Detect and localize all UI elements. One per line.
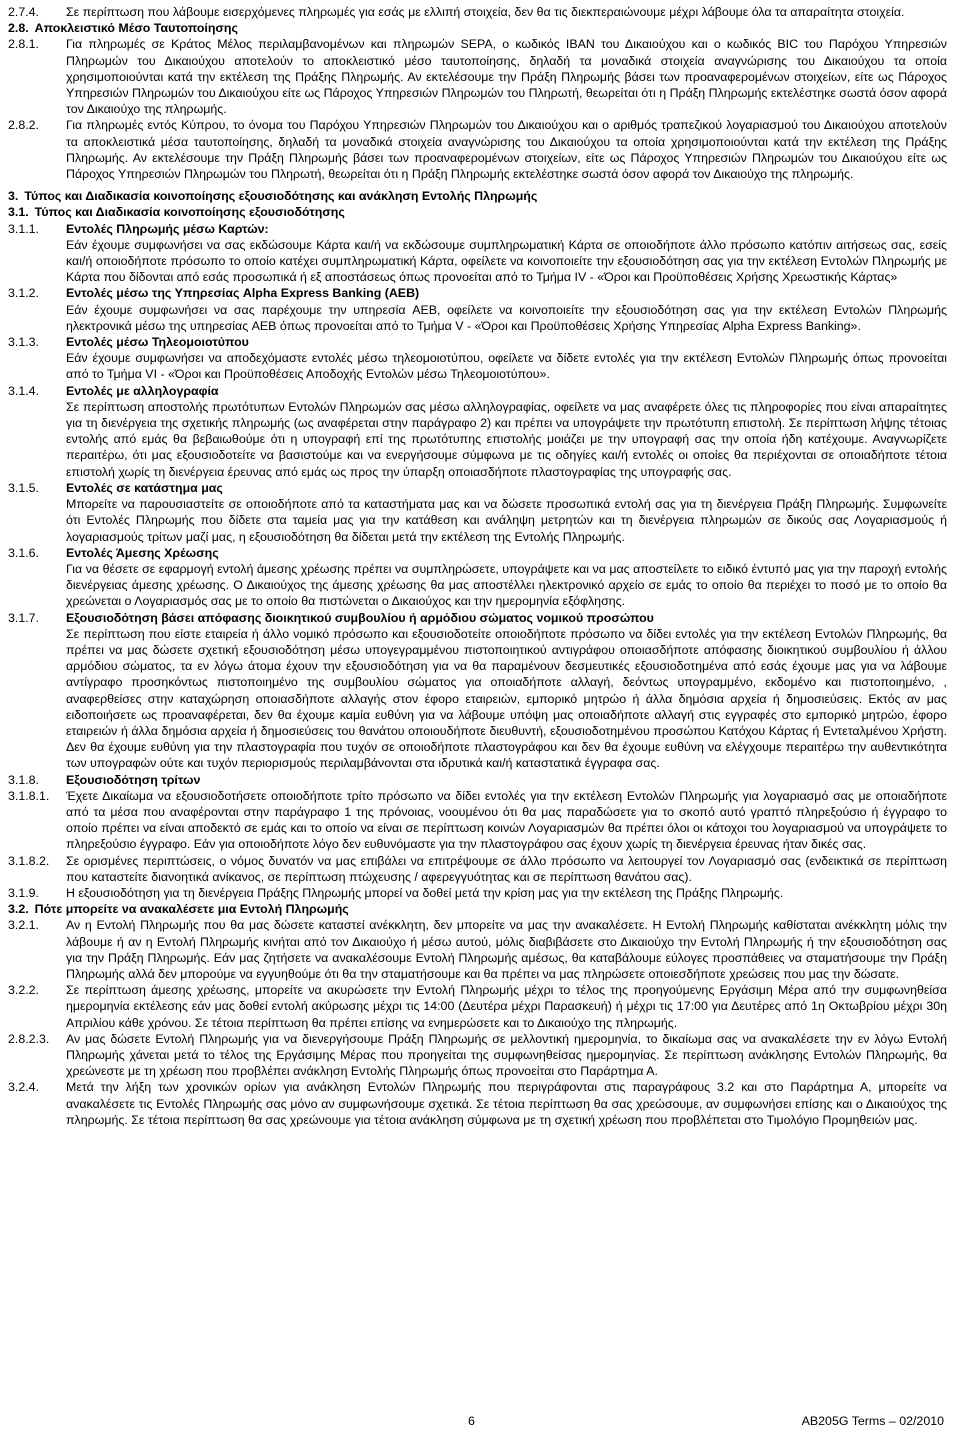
clause-body — [66, 480, 947, 545]
clause-number: 3. — [8, 189, 19, 204]
clause — [8, 383, 947, 480]
clause-body — [66, 117, 947, 182]
clause-title: Εξουσιοδότηση τρίτων — [66, 772, 201, 787]
clause-title: Εντολές σε κατάστημα μας — [66, 480, 223, 495]
clause-body — [66, 36, 947, 117]
clause-text: Για πληρωμές σε Κράτος Μέλος περιλαμβανομένων και πληρωμών SEPA, ο κωδικός IBAN του Δικαιούχου και ο κωδικός BIC του Παρόχου Υπηρεσιών Πληρωμών του Δικαιούχου αποτελούν το αποκλειστικό μέσο ταυτοποίησης, δηλαδή τα μοναδικά στοιχεία αναγνώρισης του Δικαιούχου τα οποία χρησιμοποιούνται κατά την εκτέλεση της Πράξης Πληρωμής. Αν εκτελέσουμε την Πράξη Πληρωμής βάσει των προαναφερομένων στοιχείων, είτε ως Πάροχος Υπηρεσιών Πληρωμών του Δικαιούχου είτε ως Πάροχος Υπηρεσιών Πληρωμών του Πληρωτή, θεωρείται ότι η Πράξη Πληρωμής εκτελέστηκε σωστά όσον αφορά τον Δικαιούχο της πληρωμής. — [66, 37, 947, 117]
clause-text: Έχετε Δικαίωμα να εξουσιοδοτήσετε οποιοδήποτε τρίτο πρόσωπο να δίδει εντολές για την εκτέλεση Εντολών Πληρωμής για λογαριασμό σας με οποιαδήποτε από τα μέσα που αναφέρονται στην παράγραφο 1 της πρόνοιας, νοουμένου ότι θα μας παραδώσετε για το σκοπό αυτό γραπτό πληρεξούσιο ή έγγραφο το οποίο πρέπει να είναι αποδεκτό σε εμάς και το οποίο να είναι σε περίπτωση κοινών Λογαριασμών θα πρέπει όλοι οι κάτοχοι του λογαριασμού να υπογράψετε το πληρεξούσιο έγγραφο. Εάν για οποιοδήποτε λόγο δεν ευθυνόμαστε για την πλαστογράφου σας έχουν χωρίς τη διενέργεια έρευνας ήταν δικές σας. — [66, 788, 947, 852]
clause-body — [66, 788, 947, 853]
clause-number: 3.2. — [8, 902, 29, 917]
clause — [8, 788, 947, 853]
clause-number: 3.1.9. — [8, 885, 40, 900]
page-number: 6 — [468, 1414, 475, 1428]
clause-number: 3.2.1. — [8, 918, 40, 933]
clause — [8, 285, 947, 334]
clause-number: 3.2.2. — [8, 983, 40, 998]
clause — [8, 885, 947, 901]
clause-text: Σε περίπτωση που είστε εταιρεία ή άλλο νομικό πρόσωπο και εξουσιοδοτείτε οποιοδήποτε πρόσωπο να δίδει εντολές για την εκτέλεση Εντολών Πληρωμής, θα πρέπει να μας δώσετε σχετική εξουσιοδότηση μέσω υπογεγραμμένου πιστοποιητικού αντιγράφου οποιασδήποτε απόφασης διοικητικού συμβουλίου ή άλλου αρμόδιου σώματος, τα εν λόγω άτομα έχουν την εξουσιοδότηση για να θα παραμένουν δεσμευτικές εξουσιοδοτημένα από εσάς έχουμε μας για να λάβουμε αντίγραφο προσηκόντως πιστοποιημένο της συμβουλίου σώματος για οποιαδήποτε αλλαγή, δεόντως υπογραμμένο, εκδομένο και πιστοποιημένο, , αναφερθείσες στην καταχώρηση οποιασδήποτε αλλαγής στον έφορο εταιρειών, εμπορικό μητρώο ή άλλα δημόσια αρχεία ή δημοσιεύσεις. Εκτός αν μας ειδοποιήσετε ως προαναφέρεται, δεν θα έχουμε καμία ευθύνη για να λάβουμε υπόψη μας οποιαδήποτε αλλαγή στις εγγραφές στο εμπορικό μητρώο, έφορο εταιρειών ή άλλα δημόσια αρχεία ή δημοσιεύσεις του θανάτου οποιουδήποτε διευθυντή, εξουσιοδοτημένου προσώπου Κατόχου Κάρτας ή Εντεταλμένου Χρήστη. Δεν θα έχουμε ευθύνη για την πλαστογραφία που τυχόν σε οποιοδήποτε πλαστογράφου και δεν θα έχουμε ευθύνη να ελέγχουμε περαιτέρω την αυθεντικότητα των υπογραφών ούτε και τυχόν περιορισμούς περιλαμβάνονται στα ιδρυτικά και/ή καταστατικά έγγραφα σας. — [66, 626, 947, 771]
clause — [8, 545, 947, 610]
clause-title: Εξουσιοδότηση βάσει απόφασης διοικητικού συμβουλίου ή αρμόδιου σώματος νομικού προσώπου — [66, 610, 654, 625]
clause — [8, 1079, 947, 1128]
clause-body — [66, 917, 947, 982]
clause — [8, 853, 947, 885]
clause-number: 3.1.6. — [8, 545, 40, 560]
clause — [8, 610, 947, 772]
section-heading — [8, 901, 947, 917]
clause-body — [66, 1031, 947, 1080]
clause-body — [66, 383, 947, 480]
clause-body — [66, 772, 947, 788]
clause-text: Σε περίπτωση που λάβουμε εισερχόμενες πληρωμές για εσάς με ελλιπή στοιχεία, δεν θα τις διεκπεραιώνουμε μέχρι λάβουμε όλα τα απαραίτητα στοιχεία. — [66, 5, 905, 19]
clause — [8, 1031, 947, 1080]
clause — [8, 917, 947, 982]
clause-body — [66, 285, 947, 334]
clause-number: 3.1.1. — [8, 221, 40, 236]
clause-body — [35, 901, 947, 917]
clause-body — [66, 4, 947, 20]
clause-body — [66, 334, 947, 383]
clause-text: Για να θέσετε σε εφαρμογή εντολή άμεσης χρέωσης πρέπει να συμπληρώσετε, υπογράψετε και να μας αποστείλετε το ειδικό έντυπό μας για την παροχή εντολής διενέργειας άμεσης χρέωσης. Ο Δικαιούχος της άμεσης χρέωσης θα μας αποστέλλει ηλεκτρονικό αρχείο σε εμάς το οποίο θα περιέχει το ποσό με το οποίο θα χρεώνεται ο Λογαριασμός σας με το οποίο θα πιστώνεται ο Δικαιούχος και την ημερομηνία εξόφλησης. — [66, 561, 947, 609]
clause-body — [66, 1079, 947, 1128]
clause-text: Εάν έχουμε συμφωνήσει να σας παρέχουμε την υπηρεσία AEB, οφείλετε να κοινοποιείτε την εξουσιοδότηση σας για την εκτέλεση Εντολών Πληρωμής ηλεκτρονικά μέσω της υπηρεσίας AEB όπως προνοείται από το Τμήμα V - «Όροι και Προϋποθέσεις Χρήσης Υπηρεσίας Alpha Express Banking». — [66, 302, 947, 333]
clause-number: 3.2.4. — [8, 1080, 40, 1095]
clause-number: 3.1. — [8, 205, 29, 220]
clause-text: Σε ορισμένες περιπτώσεις, ο νόμος δυνατόν να μας επιβάλει να επιτρέψουμε σε άλλο πρόσωπο να λειτουργεί τον Λογαριασμό σας (ενδεικτικά σε περίπτωση που καταστείτε διανοητικά ανίκανος, σε περίπτωση πτώχευσης / αφερεγγυότητας και σε περίπτωση θανάτου σας). — [66, 853, 947, 884]
clause — [8, 117, 947, 182]
clause-number: 3.1.3. — [8, 335, 40, 350]
heading-text: Αποκλειστικό Μέσο Ταυτοποίησης — [34, 21, 238, 36]
clause-text: Για πληρωμές εντός Κύπρου, το όνομα του Παρόχου Υπηρεσιών Πληρωμών του Δικαιούχου και ο αριθμός τραπεζικού λογαριασμού του Δικαιούχου αποτελούν τα αποκλειστικά μέσα ταυτοποίησης, δηλαδή τα μοναδικά στοιχεία αναγνώρισης του Δικαιούχου τα οποία χρησιμοποιούνται κατά την εκτέλεση της Πράξης Πληρωμής. Αν εκτελέσουμε την Πράξη Πληρωμής βάσει των προαναφερομένων στοιχείων, είτε ως Πάροχος Υπηρεσιών Πληρωμών του Δικαιούχου είτε ως Πάροχος Υπηρεσιών Πληρωμών του Πληρωτή, θεωρείται ότι η Πράξη Πληρωμής εκτελέστηκε σωστά όσον αφορά τον Δικαιούχο της πληρωμής. — [66, 118, 947, 182]
clause-text: Μπορείτε να παρουσιαστείτε σε οποιοδήποτε από τα καταστήματα μας και να δώσετε προσωπικά εντολή σας για τη διενέργεια Πράξη Πληρωμής. Συμφωνείτε ότι Εντολές Πληρωμής που δίδετε στα ταμεία μας για την κατάθεση και ανάληψη μετρητών και τη διενέργεια πληρωμών σε δικούς σας Λογαριασμούς ή λογαριασμούς τρίτων μαζί μας, η εξουσιοδότηση θα δίδεται μετά την εκτέλεση της Εντολής Πληρωμής. — [66, 497, 947, 544]
clause-text: Μετά την λήξη των χρονικών ορίων για ανάκληση Εντολών Πληρωμής που περιγράφονται στις παραγράφους 3.2 και στο Παράρτημα Α, μπορείτε να ανακαλέσετε τις Εντολές Πληρωμής σας μόνο αν συμφωνήσουμε σχετικά. Σε τέτοια περίπτωση θα σας χρεώσουμε, αν συμφωνήσει επίσης και ο Δικαιούχος της πληρωμής. Σε τέτοια περίπτωση θα σας χρεώνουμε για τέτοια ανάκληση σύμφωνα με τη σχετική χρέωση που προβλέπεται στο Τιμολόγιο Προμηθειών μας. — [66, 1080, 947, 1127]
clause-number: 3.1.2. — [8, 286, 40, 301]
clause-number: 3.1.4. — [8, 383, 40, 398]
clause-body — [35, 204, 947, 220]
clause — [8, 982, 947, 1031]
clause-number: 3.1.8. — [8, 772, 40, 787]
clause — [8, 334, 947, 383]
clause-text: Εάν έχουμε συμφωνήσει να σας εκδώσουμε Κάρτα και/ή να εκδώσουμε συμπληρωματική Κάρτα σε οποιοδήποτε άλλο πρόσωπο κατόπιν αιτήσεως σας, εσείς και/ή οποιοδήποτε πρόσωπο το οποίο κατέχει συμπληρωματική Κάρτα, οφείλετε να κοινοποιείτε την εξουσιοδότηση σας για την εκτέλεση Εντολών Πληρωμής με Κάρτα που δίδονται από εσάς προσωπικά ή εξ αποστάσεως όπως προνοείται από το Τμήμα IV - «Όροι και Προϋποθέσεις Χρήσης Χρεωστικής Κάρτας» — [66, 237, 947, 285]
page-footer — [0, 1414, 960, 1432]
clause-body — [66, 610, 947, 772]
clause-number: 2.7.4. — [8, 5, 40, 19]
clause-body — [66, 221, 947, 286]
clause — [8, 4, 947, 20]
heading-text: Τύπος και Διαδικασία κοινοποίησης εξουσιοδότησης και ανάκληση Εντολής Πληρωμής — [24, 189, 538, 204]
clause-title: Εντολές Άμεσης Χρέωσης — [66, 545, 219, 560]
clause-text: Εάν έχουμε συμφωνήσει να αποδεχόμαστε εντολές μέσω τηλεομοιοτύπου, οφείλετε να δίδετε εντολές για την εκτέλεση Εντολών Πληρωμής όπως προνοείται από το Τμήμα VI - «Όροι και Προϋποθέσεις Αποδοχής Εντολών μέσω Τηλεομοιοτύπου». — [66, 351, 947, 382]
section-heading — [8, 20, 947, 36]
clause-body — [66, 982, 947, 1031]
clause-title: Εντολές μέσω της Υπηρεσίας Alpha Express Banking (AEB) — [66, 286, 420, 301]
clause-number: 3.1.7. — [8, 610, 40, 625]
section-heading — [8, 204, 947, 220]
clause-title: Εντολές με αλληλογραφία — [66, 383, 219, 398]
clause-body — [24, 188, 947, 204]
clause-number: 2.8.2.3. — [8, 1031, 50, 1046]
clause-text: Η εξουσιοδότηση για τη διενέργεια Πράξης Πληρωμής μπορεί να δοθεί μετά την κρίση μας για την εκτέλεση της Πράξης Πληρωμής. — [66, 885, 784, 900]
clause — [8, 772, 947, 788]
clause-body — [66, 853, 947, 885]
clause-text: Αν η Εντολή Πληρωμής που θα μας δώσετε καταστεί ανέκκλητη, δεν μπορείτε να μας την ανακαλέσετε. Η Εντολή Πληρωμής καθίσταται ανέκκλητη μόλις την λάβουμε ή αν η Εντολή Πληρωμής κινήται από τον Δικαιούχο ή μέσω αυτού, μόλις διαβιβάσετε στο Δικαιούχο την Εντολή Πληρωμής ή την εξουσιοδότηση σας για την Πράξη Πληρωμής. Εάν μας ζητήσετε να ανακαλέσουμε Εντολή Πληρωμής αμέσως, θα καταβάλουμε εύλογες προσπάθειες να σταματήσουμε την Πράξη Πληρωμής αλλά δεν μπορούμε να εγγυηθούμε ότι θα την σταματήσουμε και θα πρέπει να μας πληρώσετε οποιεσδήποτε χρεώσεις που μας την δώσατε. — [66, 918, 947, 981]
clause — [8, 480, 947, 545]
clause-text: Αν μας δώσετε Εντολή Πληρωμής για να διενεργήσουμε Πράξη Πληρωμής σε μελλοντική ημερομηνία, το δικαίωμα σας να ανακαλέσετε την εν λόγω Εντολή Πληρωμής χάνεται μετά το τέλος της Εργάσιμης Μέρας που προηγείται της συμφωνηθείσας ημερομηνίας. Σε περίπτωση ανάκλησης Εντολών Πληρωμής, θα χρεώνεστε με τη χρέωση που προβλέπει ανάκληση Εντολής Πληρωμής όπως προνοείται στο Παράρτημα Α. — [66, 1031, 947, 1079]
clause-text: Σε περίπτωση άμεσης χρέωσης, μπορείτε να ακυρώσετε την Εντολή Πληρωμής μέχρι το τέλος της προηγούμενης Εργάσιμη Μέρα από την συμφωνηθείσα ημερομηνία εκτέλεσης εάν μας δοθεί εντολή ακύρωσης μέχρι τις 14:00 (Δευτέρα μέχρι Παρασκευή) ή μέχρι τις 17:00 για Δευτέρες από 1η Οκτωβρίου μέχρι 30η Απριλίου κάθε χρόνου. Σε τέτοια περίπτωση θα πρέπει επίσης να ενημερώσετε και το Δικαιούχο της πληρωμής. — [66, 983, 947, 1030]
clause-number: 2.8.1. — [8, 37, 40, 52]
clause-title: Εντολές μέσω Τηλεομοιοτύπου — [66, 335, 249, 350]
clause-number: 3.1.8.2. — [8, 853, 50, 868]
clause — [8, 221, 947, 286]
heading-text: Τύπος και Διαδικασία κοινοποίησης εξουσιοδότησης — [34, 205, 345, 220]
clause-text: Σε περίπτωση αποστολής πρωτότυπων Εντολών Πληρωμών σας μέσω αλληλογραφίας, οφείλετε να μας αναφέρετε όλες τις πληροφορίες που είναι απαραίτητες για τη διενέργεια της σχετικής πληρωμής (ως αναφέρεται στην παράγραφο 2) και πρέπει να υπογράψετε την πρωτότυπη επιστολή. Σε περίπτωση λήψης τέτοιας εντολής από εμάς θα βεβαιωθούμε ότι η υπογραφή επί της πρωτότυπης επιστολής μοιάζει με την υπογραφή σας την οποία ήδη κατέχουμε. Αναγνωρίζετε περαιτέρω, ότι μας εξουσιοδοτείτε να βασιστούμε και να ενεργήσουμε σύμφωνα με τις οδηγίες και/ή εντολές οι οποίες θα περιέχονται σε οποιαδήποτε τέτοια επιστολή χωρίς τη διενέργεια έρευνας από εμάς ως προς την ύπαρξη οποιασδήποτε πλαστογραφίας της υπογραφής σας. — [66, 399, 947, 479]
clause-number: 2.8. — [8, 21, 29, 36]
heading-text: Πότε μπορείτε να ανακαλέσετε μια Εντολή Πληρωμής — [34, 902, 349, 917]
clause — [8, 36, 947, 117]
clause-title: Εντολές Πληρωμής μέσω Καρτών: — [66, 221, 269, 236]
clause-number: 2.8.2. — [8, 118, 40, 133]
clause-body — [66, 885, 947, 901]
clause-body — [66, 545, 947, 610]
section-heading — [8, 188, 947, 204]
clause-number: 3.1.8.1. — [8, 788, 50, 803]
clause-body — [35, 20, 947, 36]
document-body — [8, 4, 947, 1128]
document-reference: AB205G Terms – 02/2010 — [801, 1414, 944, 1428]
clause-number: 3.1.5. — [8, 480, 40, 495]
